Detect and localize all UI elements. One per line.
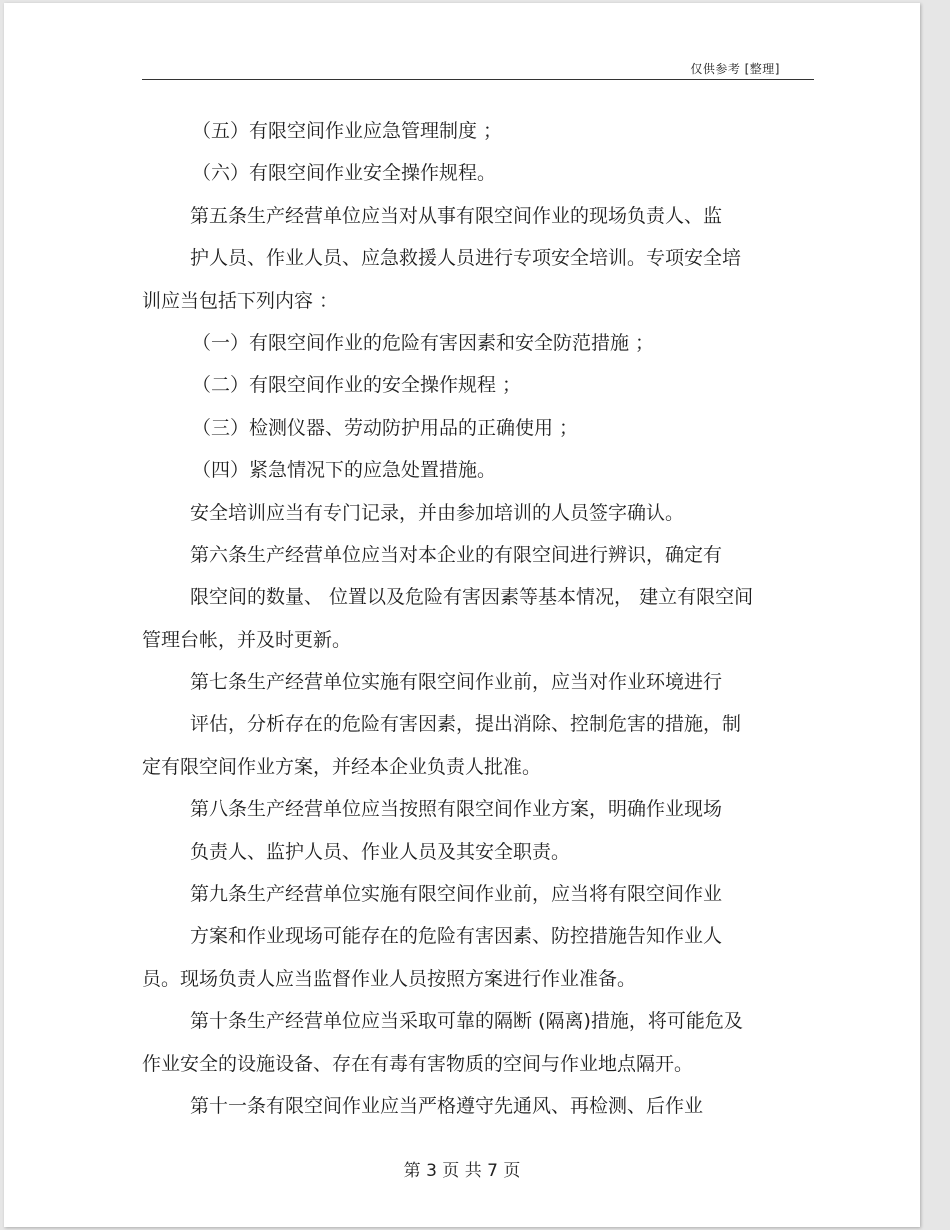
text-line: 定有限空间作业方案，并经本企业负责人批准。 [142, 755, 542, 778]
text-line: 限空间的数量、 位置以及危险有害因素等基本情况， 建立有限空间 [190, 586, 754, 609]
text-line: 员。现场负责人应当监督作业人员按照方案进行作业准备。 [142, 967, 637, 990]
text-line: （三）检测仪器、劳动防护用品的正确使用 ； [192, 416, 579, 439]
text-line: （五）有限空间作业应急管理制度 ； [192, 120, 503, 142]
text-line: 管理台帐，并及时更新。 [142, 628, 352, 651]
document-body [142, 113, 822, 1130]
text-line: 训应当包括下列内容 ： [142, 289, 339, 312]
text-line: （一）有限空间作业的危险有害因素和安全防范措施 ； [192, 331, 655, 354]
text-line: 护人员、作业人员、应急救援人员进行专项安全培训。专项安全培 [190, 247, 742, 270]
text-line: 作业安全的设施设备、存在有毒有害物质的空间与作业地点隔开。 [142, 1052, 694, 1075]
page-number: 第 3 页 共 7 页 [403, 1161, 521, 1181]
header-note: 仅供参考 [整理] [690, 62, 780, 76]
text-line: 第九条生产经营单位实施有限空间作业前，应当将有限空间作业 [190, 883, 723, 906]
text-line: 第六条生产经营单位应当对本企业的有限空间进行辨识，确定有 [190, 543, 723, 566]
text-line: 安全培训应当有专门记录，并由参加培训的人员签字确认。 [190, 501, 685, 524]
text-line: 第五条生产经营单位应当对从事有限空间作业的现场负责人、监 [190, 204, 723, 227]
document-page [4, 3, 920, 1227]
text-line: 第十一条有限空间作业应当严格遵守先通风、再检测、后作业 [190, 1094, 704, 1117]
text-line: 第八条生产经营单位应当按照有限空间作业方案，明确作业现场 [190, 798, 723, 821]
text-line: 第七条生产经营单位实施有限空间作业前，应当对作业环境进行 [190, 671, 723, 694]
text-line: 负责人、监护人员、作业人员及其安全职责。 [190, 840, 571, 863]
text-line: （六）有限空间作业安全操作规程。 [192, 162, 497, 185]
header-divider [142, 79, 814, 80]
text-line: 评估，分析存在的危险有害因素，提出消除、控制危害的措施，制 [190, 713, 742, 736]
text-line: （二）有限空间作业的安全操作规程 ； [192, 374, 522, 397]
text-line: 第十条生产经营单位应当采取可靠的隔断 (隔离)措施，将可能危及 [190, 1010, 743, 1033]
text-line: （四）紧急情况下的应急处置措施。 [192, 459, 497, 482]
text-line: 方案和作业现场可能存在的危险有害因素、防控措施告知作业人 [190, 925, 723, 948]
